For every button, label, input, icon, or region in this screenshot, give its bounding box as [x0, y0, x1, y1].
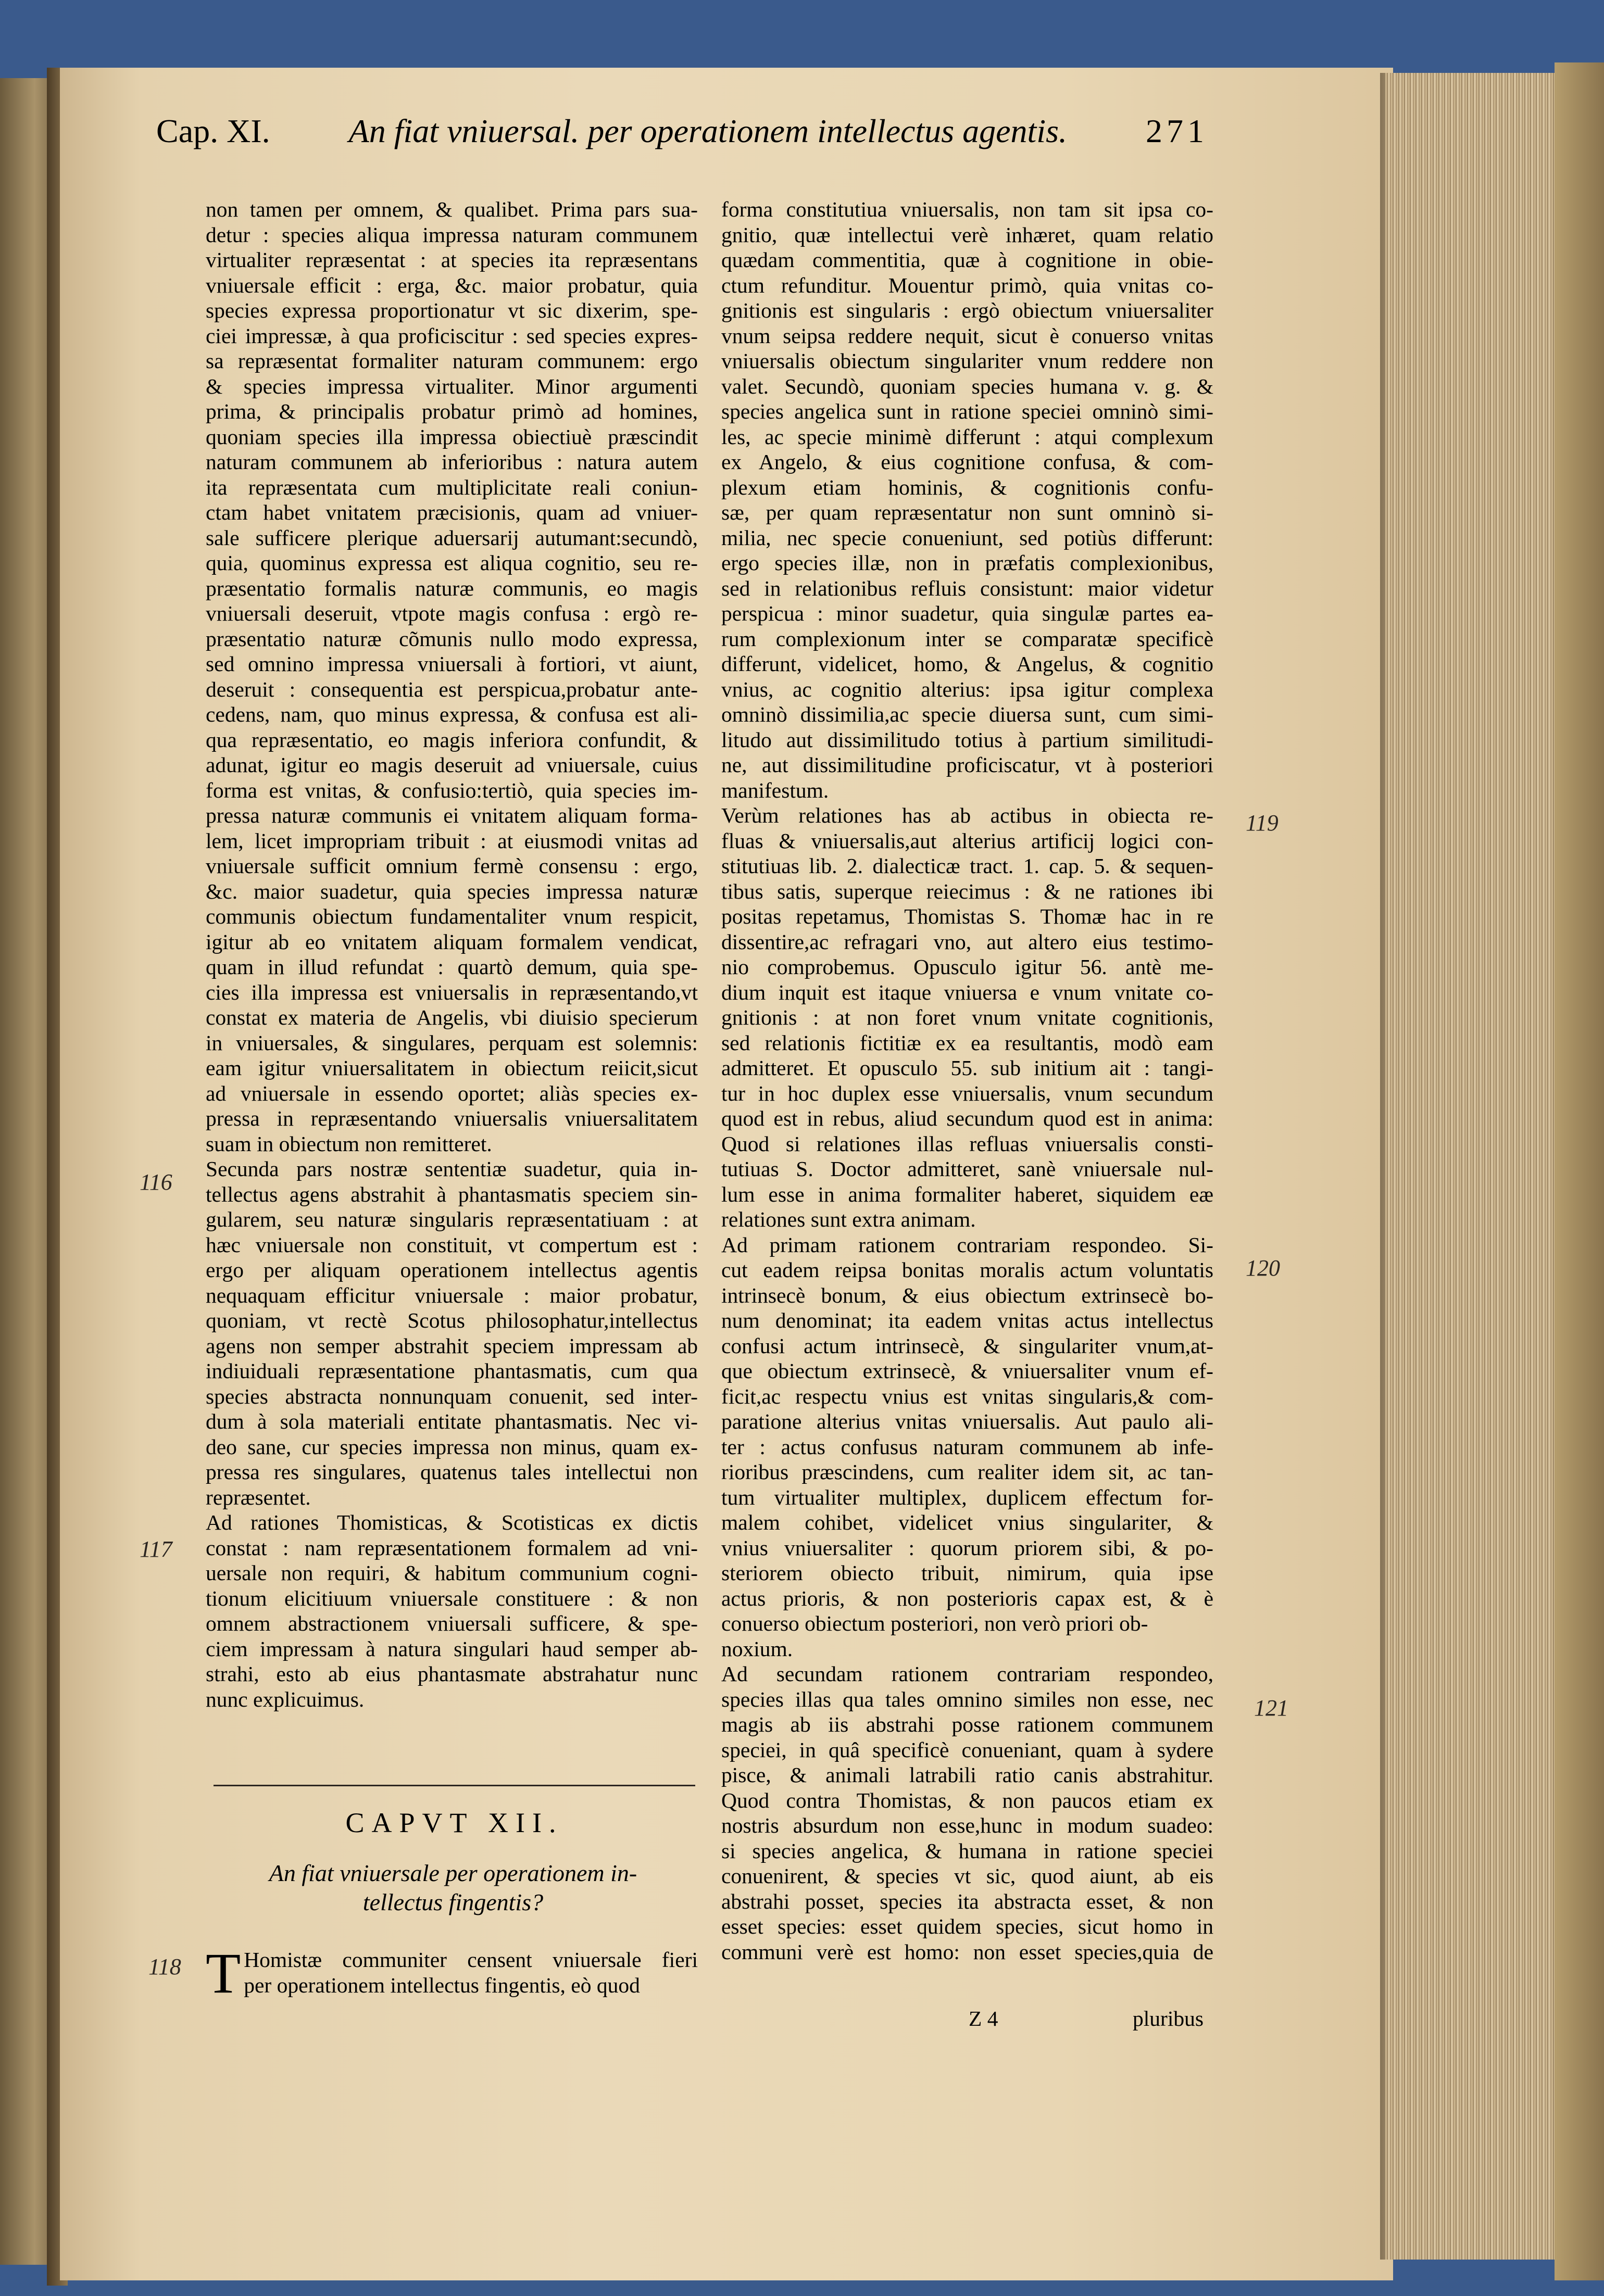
text-line: intrinsecè bonum, & eius obiectum extrinsecè bo- — [721, 1283, 1213, 1307]
text-line: uersale non requiri, & habitum communium cogni- — [206, 1561, 698, 1585]
text-line: forma est vnitas, & confusio:tertiò, quia species im- — [206, 778, 698, 802]
text-line: ciem impressam à natura singulari haud semper ab- — [206, 1636, 698, 1661]
text-line: relationes sunt extra animam. — [721, 1207, 976, 1231]
text-line: Ad primam rationem contrariam respondeo. Si- — [721, 1232, 1213, 1257]
text-line: adunat, igitur eo magis deseruit ad vniuersale, cuius — [206, 753, 698, 777]
text-line: præsentatio naturæ cõmunis nullo modo expressa, — [206, 626, 698, 651]
text-line: fluas & vniuersalis,aut alterius artificij logici con- — [721, 828, 1213, 853]
chapter-divider-rule — [214, 1785, 695, 1786]
opening-line-2: per operationem intellectus fingentis, eò quod — [244, 1973, 640, 1997]
text-line: prima, & principalis probatur primò ad homines, — [206, 399, 698, 423]
text-line: species expressa proportionatur vt sic dixerim, spe- — [206, 298, 698, 322]
text-line: abstrahi posset, species ita abstracta esset, & non — [721, 1889, 1213, 1913]
text-line: differunt, videlicet, homo, & Angelus, & cognitio — [721, 652, 1213, 676]
text-line: pisce, & animali latrabili ratio canis abstrahitur. — [721, 1763, 1213, 1787]
text-line: les, ac specie minimè differunt : atqui complexum — [721, 424, 1213, 449]
text-line: quoniam species illa impressa obiectiuè præscindit — [206, 424, 698, 449]
text-line: Quod contra Thomistas, & non paucos etiam ex — [721, 1788, 1213, 1812]
text-line: omninò dissimilia,ac specie diuersa sunt, cum simi- — [721, 702, 1213, 726]
text-line: noxium. — [721, 1636, 793, 1661]
text-line: dum à sola materiali entitate phantasmatis. Nec vi- — [206, 1409, 698, 1433]
text-line: ad vniuersale in essendo oportet; aliàs species ex- — [206, 1081, 698, 1105]
text-line: præsentatio formalis naturæ communis, eo magis — [206, 576, 698, 600]
text-line: ficit,ac respectu vnius est vnitas singularis,& com- — [721, 1384, 1213, 1408]
text-line: tutiuas S. Doctor admitteret, sanè vniuersale nul- — [721, 1157, 1213, 1181]
margin-number-118: 118 — [148, 1954, 181, 1979]
chapter-opening-paragraph — [206, 1941, 698, 2005]
text-line: cedens, nam, quo minus expressa, & confusa est ali- — [206, 702, 698, 726]
text-line: vniuersale efficit : erga, &c. maior probatur, quia — [206, 273, 698, 297]
drop-capital: T — [206, 1941, 241, 2005]
text-line: vniuersalis obiectum singulariter vnum reddere non — [721, 349, 1213, 373]
text-line: omnem abstractionem vniuersali sufficere, & spe- — [206, 1611, 698, 1635]
text-line: &c. maior suadetur, quia species impressa naturæ — [206, 879, 698, 903]
text-line: lum esse in anima formaliter haberet, siquidem eæ — [721, 1182, 1213, 1206]
text-line: actus prioris, & non posterioris capax est, & è — [721, 1586, 1213, 1610]
text-line: tur in hoc duplex esse vniuersalis, vnum secundum — [721, 1081, 1213, 1105]
text-line: forma constitutiua vniuersalis, non tam sit ipsa co- — [721, 197, 1213, 221]
text-line: communis obiectum fundamentaliter vnum respicit, — [206, 904, 698, 928]
text-line: paratione alterius vnitas vniuersalis. Aut paulo ali- — [721, 1409, 1213, 1433]
text-line: manifestum. — [721, 778, 829, 802]
book-binding — [1555, 62, 1604, 2280]
text-line: suam in obiectum non remitteret. — [206, 1131, 492, 1156]
margin-number-117: 117 — [140, 1536, 172, 1562]
text-line: vnius vniuersaliter : quorum priorem sibi, & po- — [721, 1535, 1213, 1560]
text-line: species illas qua tales omnino similes non esse, nec — [721, 1687, 1213, 1711]
text-line: conuenirent, & species vt sic, quod aiunt, ab eis — [721, 1864, 1213, 1888]
text-line: Quod si relationes illas refluas vniuersalis consti- — [721, 1131, 1213, 1156]
text-line: si species angelica, & humana in ratione speciei — [721, 1838, 1213, 1863]
text-line: tellectus agens abstrahit à phantasmatis speciem sin- — [206, 1182, 698, 1206]
page-number: 271 — [1146, 112, 1208, 149]
text-line: vnum seipsa reddere nequit, sicut è conuerso vnitas — [721, 323, 1213, 348]
text-line: pressa res singulares, quatenus tales intellectui non — [206, 1460, 698, 1484]
text-line: deo sane, cur species impressa non minus, quam ex- — [206, 1434, 698, 1459]
text-line: vniuersali deseruit, vtpote magis confusa : ergò re- — [206, 601, 698, 625]
text-line: stitutiuas lib. 2. dialecticæ tract. 1. cap. 5. & sequen- — [721, 854, 1213, 878]
text-line: gnitionis est singularis : ergò obiectum vniuersaliter — [721, 298, 1213, 322]
text-line: gnitionis : at non foret vnum vnitate cognitionis, — [721, 1005, 1213, 1029]
running-header — [156, 112, 1208, 154]
text-line: gnitio, quæ intellectui verè inhæret, quam relatio — [721, 222, 1213, 247]
chapter-question-title — [229, 1859, 677, 1917]
text-line: sa repræsentat formaliter naturam communem: ergo — [206, 349, 698, 373]
text-line: qua repræsentatio, eo magis inferiora confundit, & — [206, 727, 698, 752]
left-text-column — [206, 197, 698, 1712]
text-line: & species impressa virtualiter. Minor argumenti — [206, 374, 698, 398]
text-line: ctum refunditur. Mouentur primò, quia vnitas co- — [721, 273, 1213, 297]
text-line: indiuiduali repræsentatione phantasmatis, cum qua — [206, 1359, 698, 1383]
text-line: sed omnino impressa vniuersali à fortiori, vt aiunt, — [206, 652, 698, 676]
text-line: sed in relationibus refluis consistunt: maior videtur — [721, 576, 1213, 600]
text-line: admitteret. Et opusculo 55. sub initium ait : tangi- — [721, 1056, 1213, 1080]
text-line: pressa in repræsentando vniuersalis vniuersalitatem — [206, 1106, 698, 1130]
facing-page-edge — [0, 78, 49, 2265]
text-line: dissentire,ac refragari vno, aut altero eius testimo- — [721, 929, 1213, 954]
text-line: nequaquam efficitur vniuersale : maior probatur, — [206, 1283, 698, 1307]
text-line: quam in illud refundat : quartò demum, quia spe- — [206, 955, 698, 979]
text-line: detur : species aliqua impressa naturam communem — [206, 222, 698, 247]
text-line: tibus satis, superque reiecimus : & ne rationes ibi — [721, 879, 1213, 903]
header-chapter: Cap. XI. — [156, 112, 270, 149]
text-line: lem, licet impropriam tribuit : at eiusmodi vnitas ad — [206, 828, 698, 853]
text-line: Secunda pars nostræ sententiæ suadetur, quia in- — [206, 1157, 698, 1181]
margin-number-120: 120 — [1246, 1255, 1280, 1281]
text-line: vnius, ac cognitio alterius: ipsa igitur complexa — [721, 677, 1213, 701]
text-line: conuerso obiectum posteriori, non verò priori ob- — [721, 1611, 1148, 1635]
text-line: strahi, esto ab eius phantasmate abstrahatur nunc — [206, 1662, 698, 1686]
header-title: An fiat vniuersal. per operationem intellectus agentis. — [348, 112, 1067, 149]
text-line: positas repetamus, Thomistas S. Thomæ hac in re — [721, 904, 1213, 928]
right-text-column — [721, 197, 1213, 1964]
text-line: constat ex materia de Angelis, vbi diuisio specierum — [206, 1005, 698, 1029]
text-line: ex Angelo, & eius cognitione confusa, & com- — [721, 450, 1213, 474]
text-line: cut eadem reipsa bonitas moralis actum voluntatis — [721, 1258, 1213, 1282]
margin-number-119: 119 — [1246, 810, 1279, 836]
text-line: quoniam, vt rectè Scotus philosophatur,intellectus — [206, 1308, 698, 1332]
text-line: litudo aut dissimilitudo totius à partium similitudi- — [721, 727, 1213, 752]
text-line: sale sufficere plerique aduersarij autumant:secundò, — [206, 525, 698, 550]
text-line: magis ab iis abstrahi posse rationem communem — [721, 1712, 1213, 1736]
text-line: ciei impressæ, à qua proficiscitur : sed species expres- — [206, 323, 698, 348]
text-line: steriorem obiecto tribuit, nimirum, quia ipse — [721, 1561, 1213, 1585]
text-line: pressa naturæ communis ei vnitatem aliquam forma- — [206, 803, 698, 827]
text-line: quædam commentitia, quæ à cognitione in obie- — [721, 248, 1213, 272]
text-line: rioribus præscindens, cum realiter idem sit, ac tan- — [721, 1460, 1213, 1484]
text-line: ita repræsentata cum multiplicitate reali coniun- — [206, 475, 698, 499]
page-block-edges — [1385, 73, 1557, 2260]
text-line: num denominat; ita eadem vnitas actus intellectus — [721, 1308, 1213, 1332]
text-line: deseruit : consequentia est perspicua,probatur ante- — [206, 677, 698, 701]
text-line: hæc vniuersale non constituit, vt compertum est : — [206, 1232, 698, 1257]
text-line: gularem, seu naturæ singularis repræsentatiuam : at — [206, 1207, 698, 1231]
text-line: dium inquit est itaque vniuersa e vnum vnitate co- — [721, 980, 1213, 1004]
text-line: plexum etiam hominis, & cognitionis confu- — [721, 475, 1213, 499]
text-line: nunc explicuimus. — [206, 1687, 365, 1711]
text-line: nostris absurdum non esse,hunc in modum suadeo: — [721, 1813, 1213, 1837]
text-line: non tamen per omnem, & qualibet. Prima pars sua- — [206, 197, 698, 221]
chapter-heading: CAPVT XII. — [345, 1807, 563, 1838]
text-line: ne, aut dissimilitudine proficiscatur, vt à posteriori — [721, 753, 1213, 777]
text-line: species angelica sunt in ratione speciei omninò simi- — [721, 399, 1213, 423]
text-line: communi verè est homo: non esset species,quia de — [721, 1939, 1213, 1964]
text-line: ctam habet vnitatem præcisionis, quam ad vniuer- — [206, 500, 698, 524]
margin-number-121: 121 — [1254, 1695, 1288, 1721]
text-line: rum complexionum inter se comparatæ specificè — [721, 626, 1213, 651]
catchword: pluribus — [1133, 2007, 1204, 2030]
text-line: quod est in rebus, aliud secundum quod est in anima: — [721, 1106, 1213, 1130]
text-line: Verùm relationes has ab actibus in obiecta re- — [721, 803, 1213, 827]
chapter-question-line-1: An fiat vniuersale per operationem in- — [269, 1860, 637, 1886]
text-line: naturam communem ab inferioribus : natura autem — [206, 450, 698, 474]
text-line: ergo per aliquam operationem intellectus agentis — [206, 1258, 698, 1282]
text-line: milia, nec specie conueniunt, sed potiùs differunt: — [721, 525, 1213, 550]
margin-number-116: 116 — [140, 1169, 172, 1195]
text-line: valet. Secundò, quoniam species humana v. g. & — [721, 374, 1213, 398]
text-line: malem cohibet, videlicet vnius singulariter, & — [721, 1510, 1213, 1534]
text-line: constat : nam repræsentationem formalem ad vni- — [206, 1535, 698, 1560]
text-line: igitur ab eo vnitatem aliquam formalem vendicat, — [206, 929, 698, 954]
text-line: speciei, in quâ specificè conueniant, quam à sydere — [721, 1737, 1213, 1762]
chapter-question-line-2: tellectus fingentis? — [362, 1889, 544, 1915]
signature-mark: Z 4 — [969, 2007, 998, 2030]
text-line: repræsentet. — [206, 1485, 311, 1509]
text-line: species abstracta nonnunquam conuenit, sed inter- — [206, 1384, 698, 1408]
text-line: esset species: esset quidem species, sicut homo in — [721, 1914, 1213, 1938]
text-line: in vniuersales, & singulares, perquam est solemnis: — [206, 1030, 698, 1055]
text-line: sed relationis fictitiæ ex ea resultantis, modò eam — [721, 1030, 1213, 1055]
text-line: tionum elicitiuum vniuersale constituere : & non — [206, 1586, 698, 1610]
text-line: Ad secundam rationem contrariam respondeo, — [721, 1662, 1213, 1686]
text-line: agens non semper abstrahit speciem impressam ab — [206, 1333, 698, 1358]
text-line: eam igitur vniuersalitatem in obiectum reiicit,sicut — [206, 1056, 698, 1080]
text-line: vniuersale sufficit omnium fermè consensu : ergo, — [206, 854, 698, 878]
text-line: cies illa impressa est vniuersalis in repræsentando,vt — [206, 980, 698, 1004]
text-line: ergo species illæ, non in præfatis complexionibus, — [721, 551, 1213, 575]
text-line: Ad rationes Thomisticas, & Scotisticas ex dictis — [206, 1510, 698, 1534]
text-line: confusi actum intrinsecè, & singulariter vnum,at- — [721, 1333, 1213, 1358]
text-line: que obiectum extrinsecè, & vniuersaliter vnum ef- — [721, 1359, 1213, 1383]
text-line: nio comprobemus. Opusculo igitur 56. antè me- — [721, 955, 1213, 979]
text-line: perspicua : minor suadetur, quia singulæ partes ea- — [721, 601, 1213, 625]
text-line: sæ, per quam repræsentatur non sunt omninò si- — [721, 500, 1213, 524]
text-line: ter : actus confusus naturam communem ab infe- — [721, 1434, 1213, 1459]
opening-line-1: Homistæ communiter censent vniuersale fieri — [244, 1948, 698, 1972]
text-line: tum virtualiter multiplex, duplicem effectum for- — [721, 1485, 1213, 1509]
text-line: virtualiter repræsentat : at species ita repræsentans — [206, 248, 698, 272]
text-line: quia, quominus expressa est aliqua cognitio, seu re- — [206, 551, 698, 575]
